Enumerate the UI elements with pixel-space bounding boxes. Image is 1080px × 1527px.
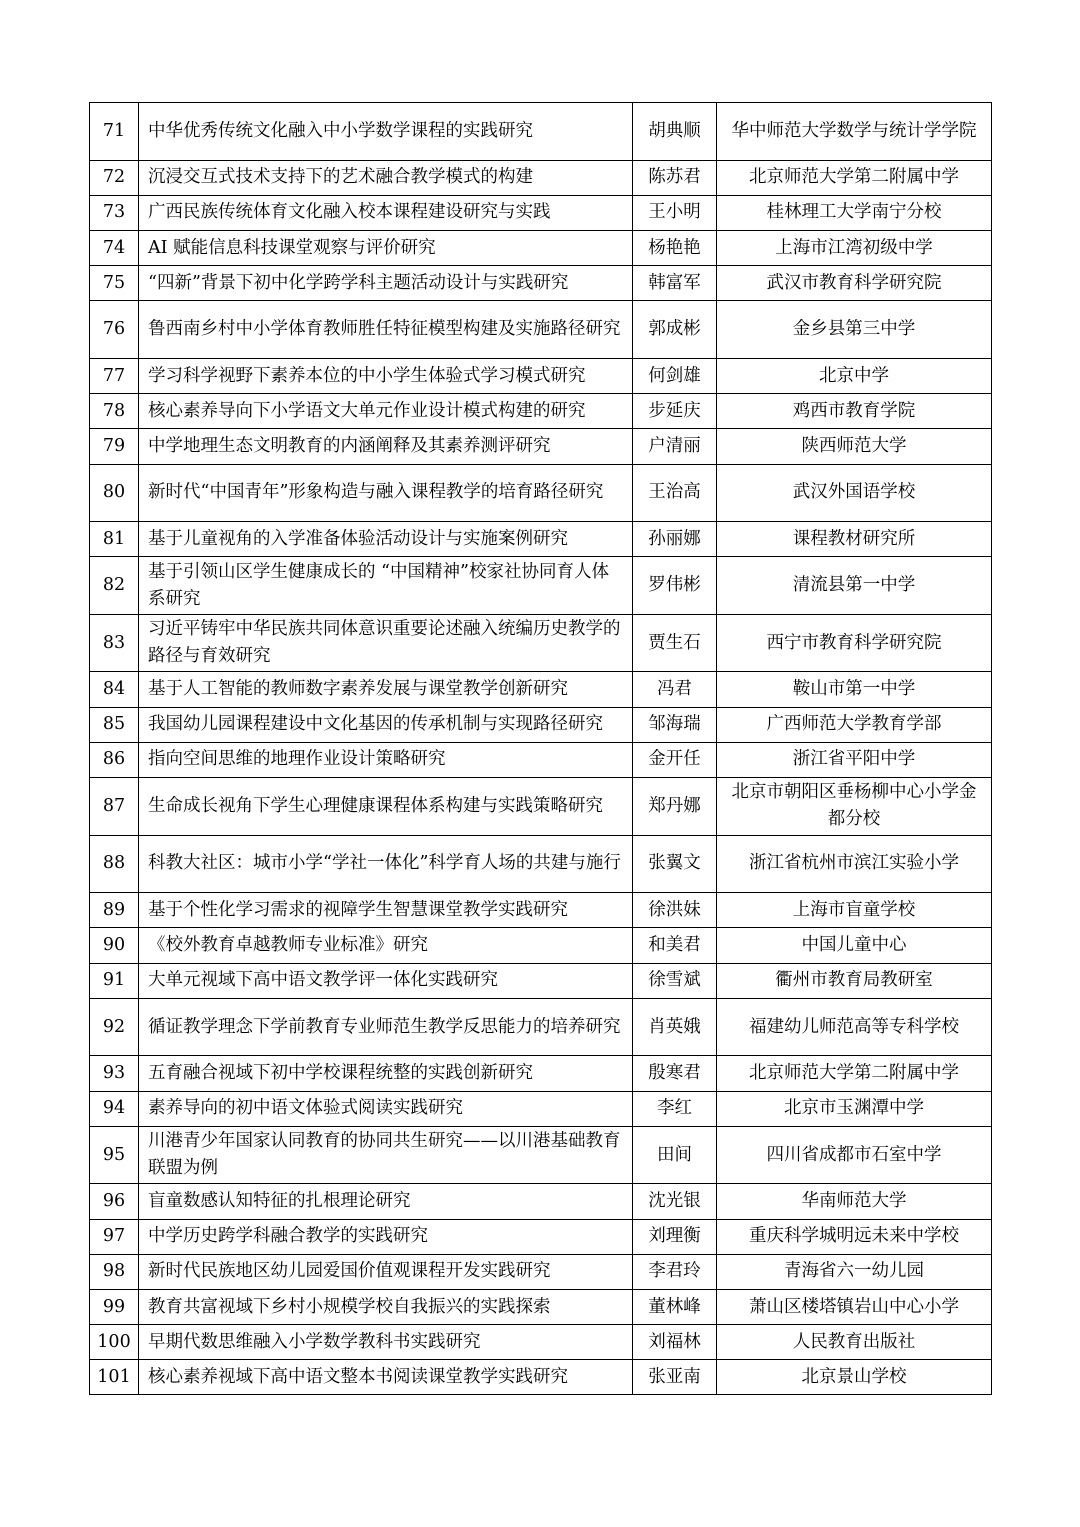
person-name-cell: 罗伟彬 bbox=[633, 557, 717, 615]
person-name-cell: 田间 bbox=[633, 1126, 717, 1184]
project-title-cell: 核心素养视域下高中语文整本书阅读课堂教学实践研究 bbox=[139, 1360, 633, 1395]
project-title-cell: 广西民族传统体育文化融入校本课程建设研究与实践 bbox=[139, 195, 633, 230]
table-row bbox=[90, 1184, 992, 1219]
table-row bbox=[90, 998, 992, 1056]
project-title-cell: 《校外教育卓越教师专业标准》研究 bbox=[139, 928, 633, 963]
person-name-cell: 沈光银 bbox=[633, 1184, 717, 1219]
project-title-cell: 中学地理生态文明教育的内涵阐释及其素养测评研究 bbox=[139, 429, 633, 464]
person-name-cell: 肖英娥 bbox=[633, 998, 717, 1056]
row-number-cell: 75 bbox=[90, 266, 139, 301]
organization-cell: 人民教育出版社 bbox=[717, 1325, 992, 1360]
table-row bbox=[90, 742, 992, 777]
project-title-cell: AI 赋能信息科技课堂观察与评价研究 bbox=[139, 230, 633, 265]
table-row bbox=[90, 464, 992, 522]
row-number-cell: 83 bbox=[90, 614, 139, 672]
person-name-cell: 张翼文 bbox=[633, 835, 717, 893]
person-name-cell: 刘福林 bbox=[633, 1325, 717, 1360]
person-name-cell: 郑丹娜 bbox=[633, 778, 717, 836]
person-name-cell: 邹海瑞 bbox=[633, 707, 717, 742]
person-name-cell: 李君玲 bbox=[633, 1254, 717, 1289]
project-title-cell: 生命成长视角下学生心理健康课程体系构建与实践策略研究 bbox=[139, 778, 633, 836]
person-name-cell: 和美君 bbox=[633, 928, 717, 963]
table-row bbox=[90, 672, 992, 707]
project-title-cell: 中华优秀传统文化融入中小学数学课程的实践研究 bbox=[139, 103, 633, 161]
row-number-cell: 81 bbox=[90, 522, 139, 557]
organization-cell: 华中师范大学数学与统计学学院 bbox=[717, 103, 992, 161]
table-row bbox=[90, 522, 992, 557]
person-name-cell: 冯君 bbox=[633, 672, 717, 707]
table-row bbox=[90, 1091, 992, 1126]
row-number-cell: 79 bbox=[90, 429, 139, 464]
row-number-cell: 87 bbox=[90, 778, 139, 836]
person-name-cell: 殷寒君 bbox=[633, 1056, 717, 1091]
organization-cell: 衢州市教育局教研室 bbox=[717, 963, 992, 998]
table-row bbox=[90, 358, 992, 393]
project-list-body bbox=[90, 103, 992, 1395]
table-row bbox=[90, 835, 992, 893]
row-number-cell: 82 bbox=[90, 557, 139, 615]
person-name-cell: 何剑雄 bbox=[633, 358, 717, 393]
row-number-cell: 80 bbox=[90, 464, 139, 522]
table-row bbox=[90, 230, 992, 265]
organization-cell: 课程教材研究所 bbox=[717, 522, 992, 557]
person-name-cell: 王小明 bbox=[633, 195, 717, 230]
person-name-cell: 徐洪妹 bbox=[633, 893, 717, 928]
organization-cell: 西宁市教育科学研究院 bbox=[717, 614, 992, 672]
row-number-cell: 98 bbox=[90, 1254, 139, 1289]
table-row bbox=[90, 1360, 992, 1395]
organization-cell: 北京师范大学第二附属中学 bbox=[717, 1056, 992, 1091]
person-name-cell: 刘理衡 bbox=[633, 1219, 717, 1254]
project-title-cell: 指向空间思维的地理作业设计策略研究 bbox=[139, 742, 633, 777]
person-name-cell: 杨艳艳 bbox=[633, 230, 717, 265]
project-title-cell: 早期代数思维融入小学数学教科书实践研究 bbox=[139, 1325, 633, 1360]
table-row bbox=[90, 1219, 992, 1254]
organization-cell: 北京市朝阳区垂杨柳中心小学金都分校 bbox=[717, 778, 992, 836]
person-name-cell: 董林峰 bbox=[633, 1289, 717, 1324]
table-row bbox=[90, 160, 992, 195]
project-title-cell: 新时代民族地区幼儿园爱国价值观课程开发实践研究 bbox=[139, 1254, 633, 1289]
row-number-cell: 93 bbox=[90, 1056, 139, 1091]
row-number-cell: 90 bbox=[90, 928, 139, 963]
row-number-cell: 92 bbox=[90, 998, 139, 1056]
row-number-cell: 77 bbox=[90, 358, 139, 393]
organization-cell: 华南师范大学 bbox=[717, 1184, 992, 1219]
person-name-cell: 贾生石 bbox=[633, 614, 717, 672]
row-number-cell: 73 bbox=[90, 195, 139, 230]
organization-cell: 北京景山学校 bbox=[717, 1360, 992, 1395]
table-row bbox=[90, 429, 992, 464]
organization-cell: 广西师范大学教育学部 bbox=[717, 707, 992, 742]
organization-cell: 陕西师范大学 bbox=[717, 429, 992, 464]
person-name-cell: 户清丽 bbox=[633, 429, 717, 464]
table-row bbox=[90, 1289, 992, 1324]
organization-cell: 重庆科学城明远未来中学校 bbox=[717, 1219, 992, 1254]
organization-cell: 北京市玉渊潭中学 bbox=[717, 1091, 992, 1126]
person-name-cell: 徐雪斌 bbox=[633, 963, 717, 998]
project-title-cell: 大单元视域下高中语文教学评一体化实践研究 bbox=[139, 963, 633, 998]
person-name-cell: 郭成彬 bbox=[633, 301, 717, 359]
table-row bbox=[90, 301, 992, 359]
table-row bbox=[90, 778, 992, 836]
project-title-cell: 中学历史跨学科融合教学的实践研究 bbox=[139, 1219, 633, 1254]
person-name-cell: 步延庆 bbox=[633, 394, 717, 429]
table-row bbox=[90, 1126, 992, 1184]
organization-cell: 萧山区楼塔镇岩山中心小学 bbox=[717, 1289, 992, 1324]
table-row bbox=[90, 614, 992, 672]
project-title-cell: 鲁西南乡村中小学体育教师胜任特征模型构建及实施路径研究 bbox=[139, 301, 633, 359]
row-number-cell: 72 bbox=[90, 160, 139, 195]
row-number-cell: 99 bbox=[90, 1289, 139, 1324]
row-number-cell: 101 bbox=[90, 1360, 139, 1395]
table-row bbox=[90, 1325, 992, 1360]
project-title-cell: 我国幼儿园课程建设中文化基因的传承机制与实现路径研究 bbox=[139, 707, 633, 742]
project-title-cell: 循证教学理念下学前教育专业师范生教学反思能力的培养研究 bbox=[139, 998, 633, 1056]
row-number-cell: 84 bbox=[90, 672, 139, 707]
project-title-cell: 习近平铸牢中华民族共同体意识重要论述融入统编历史教学的路径与育效研究 bbox=[139, 614, 633, 672]
project-title-cell: “四新”背景下初中化学跨学科主题活动设计与实践研究 bbox=[139, 266, 633, 301]
table-row bbox=[90, 394, 992, 429]
project-title-cell: 川港青少年国家认同教育的协同共生研究——以川港基础教育联盟为例 bbox=[139, 1126, 633, 1184]
organization-cell: 浙江省杭州市滨江实验小学 bbox=[717, 835, 992, 893]
organization-cell: 鸡西市教育学院 bbox=[717, 394, 992, 429]
project-title-cell: 基于个性化学习需求的视障学生智慧课堂教学实践研究 bbox=[139, 893, 633, 928]
organization-cell: 北京中学 bbox=[717, 358, 992, 393]
project-title-cell: 五育融合视域下初中学校课程统整的实践创新研究 bbox=[139, 1056, 633, 1091]
person-name-cell: 张亚南 bbox=[633, 1360, 717, 1395]
row-number-cell: 78 bbox=[90, 394, 139, 429]
project-title-cell: 素养导向的初中语文体验式阅读实践研究 bbox=[139, 1091, 633, 1126]
row-number-cell: 74 bbox=[90, 230, 139, 265]
table-row bbox=[90, 928, 992, 963]
row-number-cell: 97 bbox=[90, 1219, 139, 1254]
row-number-cell: 94 bbox=[90, 1091, 139, 1126]
row-number-cell: 89 bbox=[90, 893, 139, 928]
project-list-table bbox=[89, 102, 992, 1395]
organization-cell: 清流县第一中学 bbox=[717, 557, 992, 615]
project-title-cell: 沉浸交互式技术支持下的艺术融合教学模式的构建 bbox=[139, 160, 633, 195]
table-row bbox=[90, 266, 992, 301]
person-name-cell: 孙丽娜 bbox=[633, 522, 717, 557]
table-row bbox=[90, 1056, 992, 1091]
organization-cell: 鞍山市第一中学 bbox=[717, 672, 992, 707]
table-row bbox=[90, 707, 992, 742]
person-name-cell: 王治高 bbox=[633, 464, 717, 522]
table-row bbox=[90, 195, 992, 230]
table-row bbox=[90, 1254, 992, 1289]
table-row bbox=[90, 103, 992, 161]
organization-cell: 金乡县第三中学 bbox=[717, 301, 992, 359]
organization-cell: 上海市盲童学校 bbox=[717, 893, 992, 928]
project-title-cell: 教育共富视域下乡村小规模学校自我振兴的实践探索 bbox=[139, 1289, 633, 1324]
project-title-cell: 基于引领山区学生健康成长的 “中国精神”校家社协同育人体系研究 bbox=[139, 557, 633, 615]
row-number-cell: 88 bbox=[90, 835, 139, 893]
project-title-cell: 基于儿童视角的入学准备体验活动设计与实施案例研究 bbox=[139, 522, 633, 557]
row-number-cell: 85 bbox=[90, 707, 139, 742]
row-number-cell: 100 bbox=[90, 1325, 139, 1360]
person-name-cell: 陈苏君 bbox=[633, 160, 717, 195]
organization-cell: 武汉外国语学校 bbox=[717, 464, 992, 522]
table-row bbox=[90, 963, 992, 998]
row-number-cell: 86 bbox=[90, 742, 139, 777]
organization-cell: 青海省六一幼儿园 bbox=[717, 1254, 992, 1289]
row-number-cell: 71 bbox=[90, 103, 139, 161]
organization-cell: 桂林理工大学南宁分校 bbox=[717, 195, 992, 230]
project-title-cell: 新时代“中国青年”形象构造与融入课程教学的培育路径研究 bbox=[139, 464, 633, 522]
project-title-cell: 学习科学视野下素养本位的中小学生体验式学习模式研究 bbox=[139, 358, 633, 393]
project-title-cell: 基于人工智能的教师数字素养发展与课堂教学创新研究 bbox=[139, 672, 633, 707]
person-name-cell: 韩富军 bbox=[633, 266, 717, 301]
table-row bbox=[90, 557, 992, 615]
project-title-cell: 科教大社区：城市小学“学社一体化”科学育人场的共建与施行 bbox=[139, 835, 633, 893]
organization-cell: 浙江省平阳中学 bbox=[717, 742, 992, 777]
project-title-cell: 核心素养导向下小学语文大单元作业设计模式构建的研究 bbox=[139, 394, 633, 429]
person-name-cell: 金开任 bbox=[633, 742, 717, 777]
project-title-cell: 盲童数感认知特征的扎根理论研究 bbox=[139, 1184, 633, 1219]
organization-cell: 四川省成都市石室中学 bbox=[717, 1126, 992, 1184]
organization-cell: 北京师范大学第二附属中学 bbox=[717, 160, 992, 195]
organization-cell: 中国儿童中心 bbox=[717, 928, 992, 963]
organization-cell: 武汉市教育科学研究院 bbox=[717, 266, 992, 301]
row-number-cell: 96 bbox=[90, 1184, 139, 1219]
table-row bbox=[90, 893, 992, 928]
row-number-cell: 91 bbox=[90, 963, 139, 998]
person-name-cell: 胡典顺 bbox=[633, 103, 717, 161]
row-number-cell: 95 bbox=[90, 1126, 139, 1184]
organization-cell: 福建幼儿师范高等专科学校 bbox=[717, 998, 992, 1056]
person-name-cell: 李红 bbox=[633, 1091, 717, 1126]
row-number-cell: 76 bbox=[90, 301, 139, 359]
organization-cell: 上海市江湾初级中学 bbox=[717, 230, 992, 265]
